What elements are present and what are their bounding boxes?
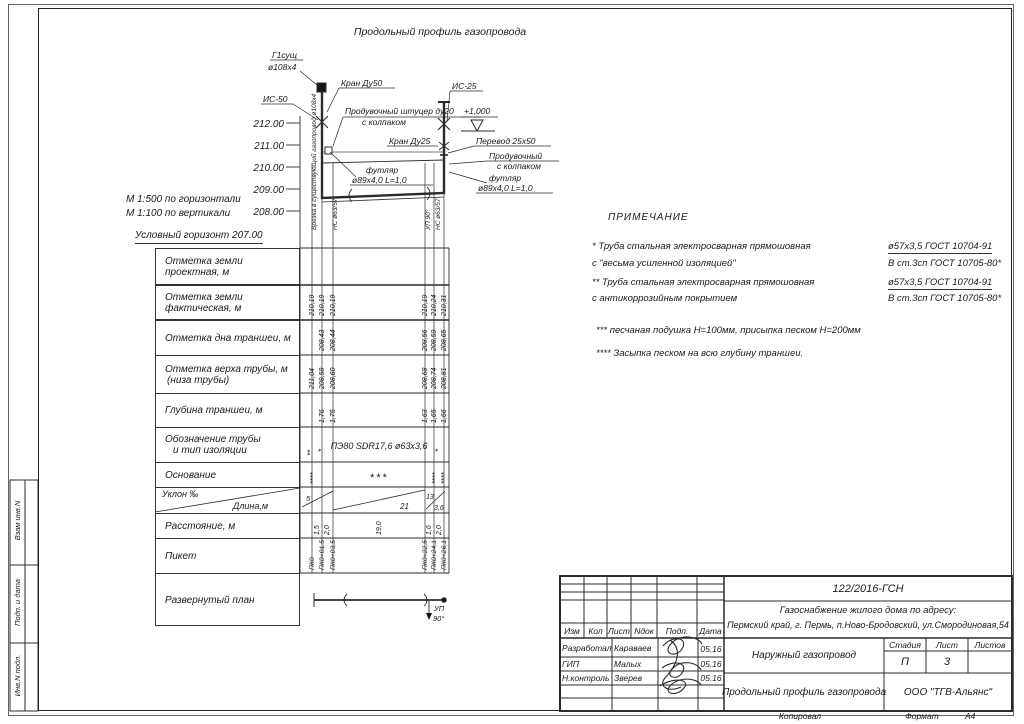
svg-text:1,5: 1,5 — [314, 525, 321, 535]
strip-vzam: Взам инв.N — [13, 500, 22, 541]
note3: *** песчаная подушка Н=100мм, присыпка песком Н=200мм — [596, 325, 861, 336]
ground-actual-values — [309, 294, 448, 317]
bedding-center: *** — [369, 472, 389, 484]
role-2: ГИП — [562, 659, 579, 669]
valve25-label: Кран Ду25 — [389, 136, 431, 146]
svg-text:ПК0+22,5: ПК0+22,5 — [422, 540, 429, 570]
row-label-trench-bottom: Отметка дна траншеи, м — [156, 321, 299, 356]
date-1: 05.16 — [700, 643, 722, 654]
slope-mid: 21 — [400, 502, 409, 511]
elevation-209: 209.00 — [253, 185, 284, 196]
note1-line1: * Труба стальная электросварная прямошовная — [592, 241, 811, 252]
slope-right-top: 13 — [426, 494, 434, 501]
name-3: Зверев — [614, 673, 643, 683]
svg-text:ПК0+26,1: ПК0+26,1 — [441, 540, 448, 570]
svg-text:208,74: 208,74 — [431, 367, 438, 389]
ns-left-label: НС ø63/57 — [332, 198, 339, 230]
scale-vertical: М 1:100 по вертикали — [126, 208, 231, 219]
elevation-212: 212.00 — [253, 119, 284, 130]
note2-right1: ø57х3,5 ГОСТ 10704-91 — [888, 277, 993, 288]
svg-text:208,44: 208,44 — [330, 329, 337, 351]
svg-text:210,19: 210,19 — [319, 294, 326, 316]
company-name: ООО "ТГВ-Альянс" — [903, 686, 993, 698]
up-turn-label: УП 90° — [425, 209, 432, 230]
svg-text:208,43: 208,43 — [319, 329, 326, 351]
slope-label: Уклон ‰ — [162, 489, 199, 499]
svg-text:****: **** — [430, 472, 439, 484]
trench-depth-values — [319, 409, 448, 423]
casing-left-label-1: футляр — [366, 165, 399, 175]
developed-plan — [314, 593, 446, 623]
row-label-ground-design: Отметка земли проектная, м — [156, 249, 299, 286]
svg-text:****: **** — [308, 472, 317, 484]
svg-text:ПК0+24,1: ПК0+24,1 — [431, 540, 438, 570]
svg-text:210,31: 210,31 — [441, 294, 448, 316]
strip-inv: Инв.N подл. — [13, 654, 22, 697]
svg-text:210,24: 210,24 — [431, 294, 438, 316]
is25-label: ИС-25 — [452, 81, 477, 91]
doc-number: 122/2016-ГСН — [832, 583, 904, 595]
slope-left: 5 — [306, 494, 311, 503]
elevation-210: 210.00 — [253, 163, 284, 174]
role-3: Н.контроль — [562, 673, 610, 683]
svg-text:ПК0: ПК0 — [309, 557, 316, 570]
col-podp: Подп. — [665, 625, 689, 636]
col-kol: Кол — [588, 625, 603, 636]
col-list: Лист — [608, 625, 630, 636]
pipe-designation-row — [306, 441, 443, 456]
is50-label: ИС-50 — [263, 94, 288, 104]
casing-left-label-2: ø89х4,0 L=1,0 — [352, 175, 407, 185]
note1-right2: В ст.3сп ГОСТ 10705-80* — [888, 258, 1002, 269]
bedding-row — [308, 471, 448, 484]
drawing-name: Продольный профиль газопровода — [721, 686, 887, 698]
casing-right-label-1: футляр — [489, 173, 522, 183]
purge2-label-2: с колпаком — [497, 161, 541, 171]
project-name-line1: Газоснабжение жилого дома по адресу: — [779, 604, 957, 616]
svg-text:1,75: 1,75 — [330, 409, 337, 423]
svg-text:208,56: 208,56 — [422, 329, 429, 351]
svg-text:211,04: 211,04 — [309, 368, 316, 389]
level-mark-icon — [461, 120, 495, 131]
purge-stub-label-1: Продувочный штуцер ду20 — [345, 106, 454, 116]
pipe-designation: ПЭ80 SDR17,6 ø63х3,6 — [330, 441, 428, 451]
existing-main-dia: ø108х4 — [268, 62, 297, 72]
note4: **** Засыпка песком на всю глубину траншеи. — [596, 348, 804, 359]
strip-podp: Подп. и дата — [13, 579, 22, 626]
svg-text:1,76: 1,76 — [319, 409, 326, 423]
svg-text:1,63: 1,63 — [422, 409, 429, 423]
scale-horizontal: М 1:500 по горизонтали — [126, 194, 241, 205]
svg-text:208,68: 208,68 — [422, 367, 429, 389]
reducer-label: Перевод 25х50 — [476, 136, 536, 146]
length-label: Длина,м — [233, 501, 269, 511]
date-2: 05.16 — [700, 659, 722, 669]
col-ndok: Nдок — [634, 625, 654, 636]
row-label-ground-actual: Отметка земли фактическая, м — [156, 286, 299, 321]
tie-in-vertical-label: Врезка в существующий газопровод ø108х4 — [311, 93, 318, 230]
role-1: Разработал — [562, 643, 612, 653]
name-1: Караваев — [614, 643, 652, 653]
svg-text:ПК0+03,5: ПК0+03,5 — [330, 540, 337, 570]
svg-text:208,59: 208,59 — [431, 329, 438, 351]
row-label-distance: Расстояние, м — [156, 514, 299, 539]
project-name-line2: Пермский край, г. Пермь, п.Ново-Бродовский, ул.Смородиновая,54 — [727, 620, 1009, 630]
name-2: Малых — [614, 659, 642, 669]
notes-header: ПРИМЕЧАНИЕ — [608, 212, 689, 223]
plan-turn-angle: 90° — [433, 614, 445, 623]
tie-in-point — [317, 83, 326, 92]
purge-stub-label-2: с колпаком — [362, 117, 406, 127]
sheet-number: 3 — [943, 656, 951, 668]
note2-right2: В ст.3сп ГОСТ 10705-80* — [888, 293, 1002, 304]
svg-text:208,65: 208,65 — [441, 329, 448, 351]
svg-text:208,60: 208,60 — [330, 367, 337, 389]
slope-right-bottom: 3,6 — [434, 505, 444, 512]
sheet-label: Лист — [936, 639, 958, 650]
date-3: 05.16 — [700, 673, 722, 683]
datum-label: Условный горизонт 207.00 — [135, 230, 263, 244]
row-label-pipe-designation: Обозначение трубы и тип изоляции — [156, 428, 299, 463]
format-value: А4 — [965, 711, 976, 721]
level-mark-label: +1,000 — [464, 106, 491, 116]
svg-text:**: ** — [306, 449, 315, 456]
elevation-axis — [286, 116, 300, 573]
stage-label: Стадия — [889, 639, 921, 650]
svg-text:210,19: 210,19 — [309, 294, 316, 316]
svg-text:210,19: 210,19 — [330, 294, 337, 316]
sheets-label: Листов — [974, 639, 1006, 650]
plan-turn-label: УП — [434, 604, 445, 613]
row-label-pipe-top: Отметка верха трубы, м (низа трубы) — [156, 356, 299, 394]
drawing-title: Продольный профиль газопровода — [353, 26, 527, 38]
svg-text:210,19: 210,19 — [422, 294, 429, 316]
copied-label: Копировал — [778, 711, 822, 721]
pipe-top-values — [309, 367, 448, 390]
casing-right-label-2: ø89х4,0 L=1,0 — [478, 183, 533, 193]
svg-text:1,66: 1,66 — [441, 409, 448, 423]
svg-text:*: * — [434, 448, 443, 452]
valve50-label: Кран Ду50 — [341, 78, 383, 88]
ns-right-label: НС ø63/57 — [435, 198, 442, 230]
picket-values — [309, 540, 448, 570]
svg-text:2,0: 2,0 — [436, 525, 443, 535]
elevation-208: 208.00 — [253, 207, 284, 218]
object-name: Наружный газопровод — [751, 650, 857, 661]
trench-bottom-values — [319, 329, 448, 352]
elevation-211: 211.00 — [254, 141, 284, 152]
svg-text:1,65: 1,65 — [431, 409, 438, 423]
svg-text:1,6: 1,6 — [426, 525, 433, 535]
row-label-picket: Пикет — [156, 539, 299, 574]
svg-text:2,0: 2,0 — [324, 525, 331, 535]
purge2-label-1: Продувочный — [489, 151, 543, 161]
svg-text:****: **** — [439, 472, 448, 484]
svg-text:19,0: 19,0 — [376, 521, 383, 535]
format-label: Формат — [905, 711, 939, 721]
col-izm: Изм — [564, 625, 580, 636]
svg-text:208,81: 208,81 — [441, 367, 448, 389]
note2-line1: ** Труба стальная электросварная прямошовная — [592, 277, 815, 288]
note2-line2: с антикоррозийным покрытием — [592, 293, 738, 304]
col-data: Дата — [699, 625, 722, 636]
svg-text:*: * — [317, 448, 326, 452]
stage-value: П — [901, 656, 909, 668]
row-label-trench-depth: Глубина траншеи, м — [156, 394, 299, 428]
svg-text:208,58: 208,58 — [319, 367, 326, 389]
row-label-bedding: Основание — [156, 463, 299, 488]
svg-text:ПК0+01,5: ПК0+01,5 — [319, 540, 326, 570]
note1-line2: с "весьма усиленной изоляцией" — [592, 258, 736, 269]
row-label-plan: Развернутый план — [165, 594, 255, 606]
note1-right1: ø57х3,5 ГОСТ 10704-91 — [888, 241, 993, 252]
existing-main-label: Г1сущ — [272, 50, 297, 60]
